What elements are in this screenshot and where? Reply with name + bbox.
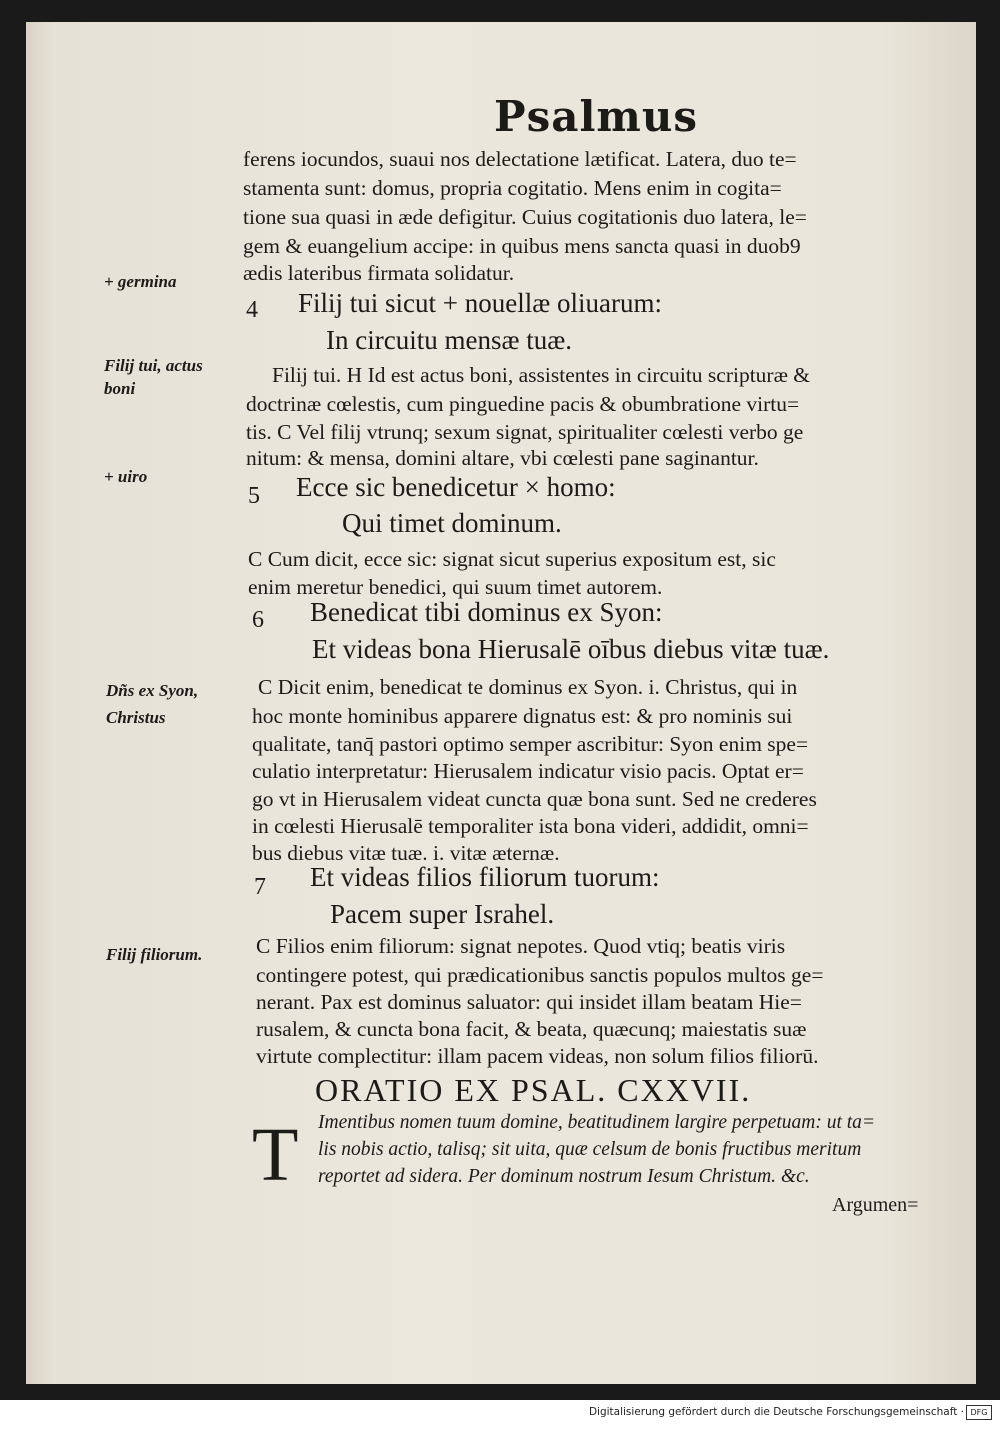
running-header: Psalmus xyxy=(494,92,699,141)
verse-line: Qui timet dominum. xyxy=(342,508,562,538)
commentary-line: contingere potest, qui prædicationibus sanctis populos multos ge= xyxy=(256,963,824,987)
body-line: ferens iocundos, suaui nos delectatione lætificat. Latera, duo te= xyxy=(243,147,797,171)
oratio-line: lis nobis actio, talisq; sit uita, quæ celsum de bonis fructibus meritum xyxy=(318,1139,862,1160)
verse-line: Pacem super Israhel. xyxy=(330,899,555,929)
body-line: ædis lateribus firmata solidatur. xyxy=(243,261,515,285)
margin-note: boni xyxy=(104,379,136,398)
commentary-line: qualitate, tanq̄ pastori optimo semper ascribitur: Syon enim spe= xyxy=(252,732,809,756)
verse-line: Benedicat tibi dominus ex Syon: xyxy=(310,597,663,627)
margin-note: Filij filiorum. xyxy=(106,945,203,964)
body-line: gem & euangelium accipe: in quibus mens sancta quasi in duob9 xyxy=(243,234,801,258)
commentary-line: C Filios enim filiorum: signat nepotes. Quod vtiq; beatis viris xyxy=(256,934,786,958)
commentary-line: rusalem, & cuncta bona facit, & beata, quæcunq; maiestatis suæ xyxy=(256,1017,807,1041)
margin-note: Dñs ex Syon, xyxy=(106,681,199,700)
body-line: stamenta sunt: domus, propria cogitatio. Mens enim in cogita= xyxy=(243,176,782,200)
verse-line: In circuitu mensæ tuæ. xyxy=(326,325,572,355)
margin-note: Filij tui, actus xyxy=(104,356,203,375)
commentary-line: hoc monte hominibus apparere dignatus est: & pro nominis sui xyxy=(252,704,793,728)
commentary-line: doctrinæ cœlestis, cum pinguedine pacis & obumbratione virtu= xyxy=(246,392,800,416)
catchword: Argumen= xyxy=(832,1194,919,1216)
commentary-line: nitum: & mensa, domini altare, vbi cœlesti pane saginantur. xyxy=(246,446,759,470)
commentary-line: enim meretur benedici, qui suum timet autorem. xyxy=(248,575,663,599)
verse-number: 4 xyxy=(246,297,258,323)
drop-cap-initial: T xyxy=(252,1113,299,1197)
commentary-line: Filij tui. H Id est actus boni, assistentes in circuitu scripturæ & xyxy=(272,363,811,387)
verse-number: 5 xyxy=(248,483,260,509)
commentary-line: culatio interpretatur: Hierusalem indicatur visio pacis. Optat er= xyxy=(252,759,804,783)
verse-number: 7 xyxy=(254,874,266,900)
verse-number: 6 xyxy=(252,607,264,633)
commentary-line: virtute complectitur: illam pacem videas, non solum filios filiorū. xyxy=(256,1044,819,1068)
verse-line: Et videas filios filiorum tuorum: xyxy=(310,862,660,892)
verse-line: Et videas bona Hierusalē oībus diebus vitæ tuæ. xyxy=(312,634,830,664)
verse-line: Ecce sic benedicetur × homo: xyxy=(296,472,616,502)
commentary-line: C Cum dicit, ecce sic: signat sicut superius expositum est, sic xyxy=(248,547,776,571)
verse-line: Filij tui sicut + nouellæ oliuarum: xyxy=(298,288,662,318)
oratio-line: reportet ad sidera. Per dominum nostrum Iesum Christum. &c. xyxy=(318,1166,810,1187)
commentary-line: nerant. Pax est dominus saluator: qui insidet illam beatam Hie= xyxy=(256,990,802,1014)
commentary-line: in cœlesti Hierusalē temporaliter ista bona videri, addidit, omni= xyxy=(252,814,809,838)
margin-note: + germina xyxy=(104,272,177,291)
commentary-line: tis. C Vel filij vtrunq; sexum signat, spiritualiter cœlesti verbo ge xyxy=(246,420,804,444)
oratio-line: Imentibus nomen tuum domine, beatitudinem largire perpetuam: ut ta= xyxy=(318,1112,876,1133)
dfg-logo-icon: DFG xyxy=(966,1405,992,1420)
margin-note: + uiro xyxy=(104,467,148,486)
oratio-title: ORATIO EX PSAL. CXXVII. xyxy=(315,1072,752,1108)
footer-credit: Digitalisierung gefördert durch die Deutsche Forschungsgemeinschaft · xyxy=(588,1406,964,1418)
commentary-line: go vt in Hierusalem videat cuncta quæ bona sunt. Sed ne crederes xyxy=(252,787,817,811)
footer-bar xyxy=(0,1400,1000,1429)
body-line: tione sua quasi in æde defigitur. Cuius cogitationis duo latera, le= xyxy=(243,205,807,229)
commentary-line: bus diebus vitæ tuæ. i. vitæ æternæ. xyxy=(252,841,560,865)
commentary-line: C Dicit enim, benedicat te dominus ex Syon. i. Christus, qui in xyxy=(258,675,798,699)
margin-note: Christus xyxy=(106,708,166,727)
